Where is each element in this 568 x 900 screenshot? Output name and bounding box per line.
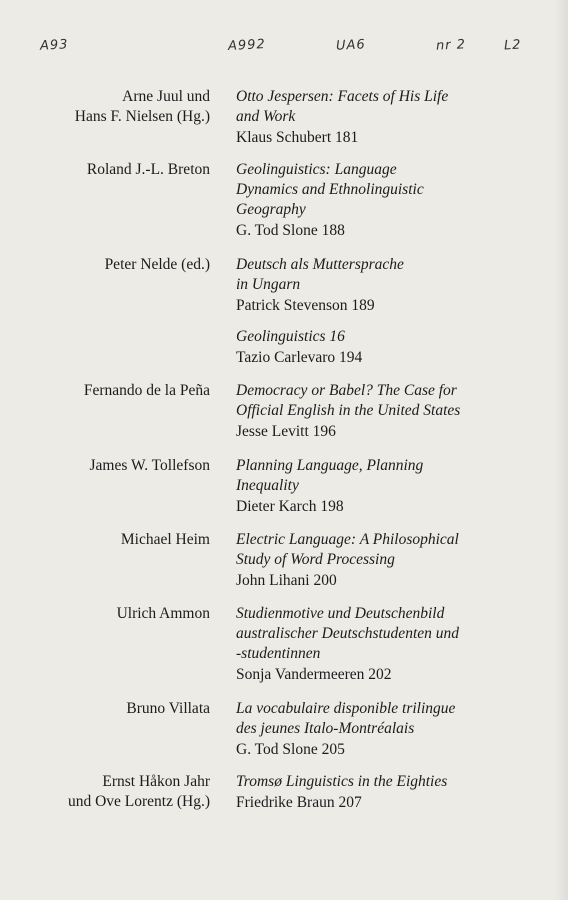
entry-author	[10, 87, 210, 127]
entry-work	[236, 255, 556, 316]
author-line: Bruno Villata	[126, 700, 210, 717]
author-line: Michael Heim	[120, 531, 210, 548]
entry-author	[10, 456, 210, 476]
handwritten-annotation-4: nr 2	[435, 37, 467, 54]
entry-work	[236, 604, 556, 685]
entry-author	[10, 772, 210, 812]
entry-work	[236, 160, 556, 241]
reviewer-and-page: Tazio Carlevaro 194	[236, 349, 363, 366]
work-title-line: and Work	[236, 108, 296, 125]
reviewer-and-page: Klaus Schubert 181	[236, 129, 359, 146]
work-title-line: Dynamics and Ethnolinguistic	[236, 181, 424, 198]
entry-author	[10, 530, 210, 550]
work-title-line: Geolinguistics 16	[236, 328, 345, 345]
work-title-line: Planning Language, Planning	[236, 457, 424, 474]
reviewer-and-page: Sonja Vandermeeren 202	[236, 666, 392, 683]
author-line: Hans F. Nielsen (Hg.)	[74, 108, 210, 125]
entry-work	[236, 772, 556, 813]
work-title-line: in Ungarn	[236, 276, 301, 293]
work-title-line: Electric Language: A Philosophical	[236, 531, 459, 548]
reviewer-and-page: Friedrike Braun 207	[236, 794, 362, 811]
handwritten-annotation-3: UA6	[335, 37, 367, 54]
entry-work	[236, 699, 556, 760]
entry-work	[236, 87, 556, 148]
page-edge-shadow	[554, 0, 568, 900]
author-line: Peter Nelde (ed.)	[104, 256, 210, 273]
reviewer-and-page: John Lihani 200	[236, 572, 337, 589]
work-title-line: Study of Word Processing	[236, 551, 395, 568]
work-title-line: des jeunes Italo-Montréalais	[236, 720, 415, 737]
work-title-line: Deutsch als Muttersprache	[236, 256, 404, 273]
entry-work	[236, 456, 556, 517]
work-title-line: Otto Jespersen: Facets of His Life	[236, 88, 449, 105]
entry-work	[236, 327, 556, 368]
work-title-line: Studienmotive und Deutschenbild	[236, 605, 445, 622]
handwritten-annotation-2: A992	[227, 37, 267, 54]
author-line: Fernando de la Peña	[83, 382, 210, 399]
author-line: Roland J.-L. Breton	[86, 161, 210, 178]
work-title-line: australischer Deutschstudenten und	[236, 625, 460, 642]
reviewer-and-page: Patrick Stevenson 189	[236, 297, 375, 314]
reviewer-and-page: G. Tod Slone 205	[236, 741, 345, 758]
reviewer-and-page: G. Tod Slone 188	[236, 222, 345, 239]
author-line: Arne Juul und	[122, 88, 210, 105]
work-title-line: Geography	[236, 201, 306, 218]
entry-author	[10, 604, 210, 624]
work-title-line: La vocabulaire disponible trilingue	[236, 700, 456, 717]
entry-author	[10, 699, 210, 719]
handwritten-annotation-5: L2	[503, 37, 522, 54]
work-title-line: Official English in the United States	[236, 402, 461, 419]
work-title-line: Tromsø Linguistics in the Eighties	[236, 773, 448, 790]
handwritten-annotation-1: A93	[39, 37, 69, 54]
entry-work	[236, 381, 556, 442]
entry-author	[10, 255, 210, 275]
author-line: Ulrich Ammon	[116, 605, 210, 622]
entry-work	[236, 530, 556, 591]
work-title-line: Geolinguistics: Language	[236, 161, 397, 178]
author-line: und Ove Lorentz (Hg.)	[67, 793, 210, 810]
work-title-line: -studentinnen	[236, 645, 321, 662]
work-title-line: Democracy or Babel? The Case for	[236, 382, 457, 399]
reviewer-and-page: Dieter Karch 198	[236, 498, 344, 515]
author-line: James W. Tollefson	[89, 457, 210, 474]
entry-author	[10, 381, 210, 401]
author-line: Ernst Håkon Jahr	[102, 773, 210, 790]
reviewer-and-page: Jesse Levitt 196	[236, 423, 336, 440]
work-title-line: Inequality	[236, 477, 299, 494]
entry-author	[10, 160, 210, 180]
